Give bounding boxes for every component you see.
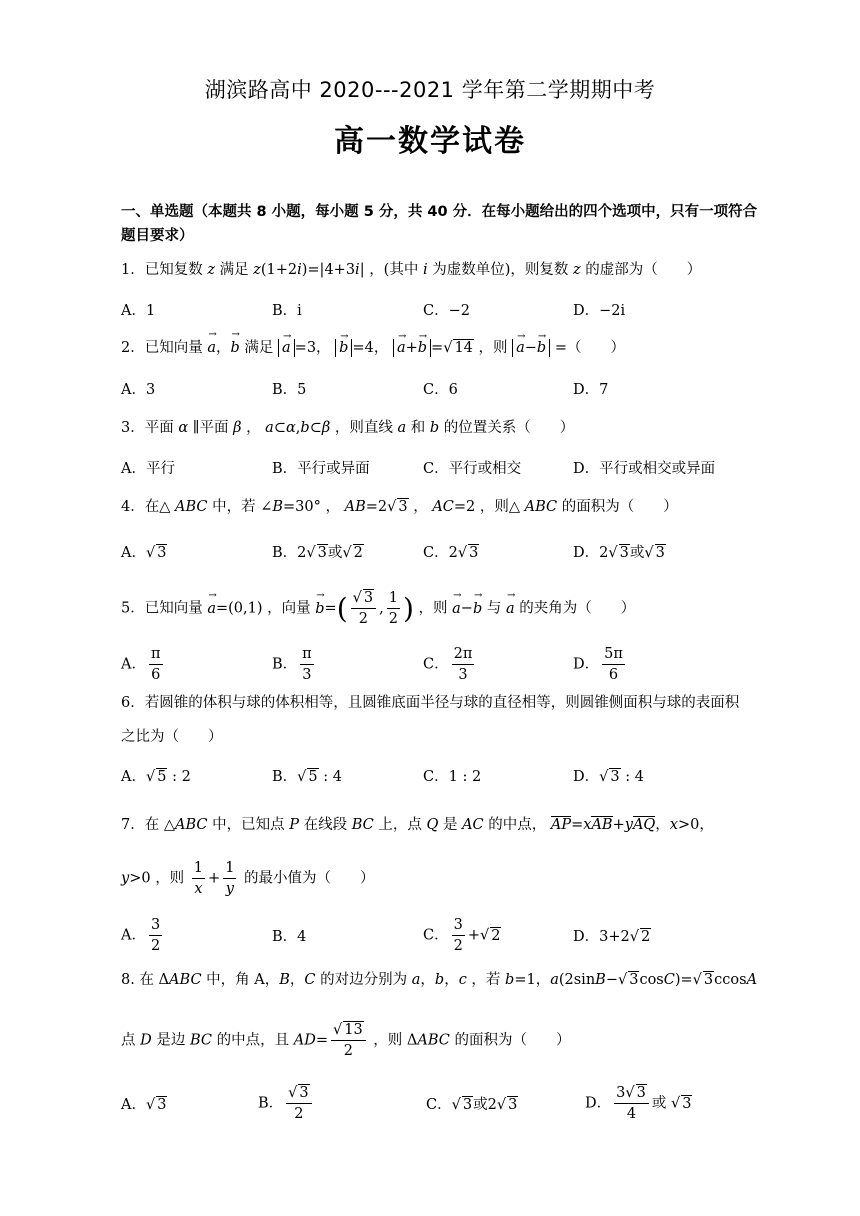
q7-option-a: A． $\frac{3}{2}$ [121, 917, 161, 954]
q1-option-d: D．−2i [573, 303, 626, 319]
q3-text: ， [246, 420, 261, 436]
question-7-line-2: y>0 ，则 $\frac{1}{x}$ + $\frac{1}{y}$ 的最小值为（ ） [121, 860, 375, 897]
q4-option-b: B．2√ 3或√ 2 [272, 545, 363, 561]
question-7: 7．在 △ABC 中，已知点 P 在线段 BC 上，点 Q 是 AC 的中点， AP=xAB+yAQ，x>0， [121, 817, 714, 833]
q7-text: 中，已知点 [212, 817, 285, 833]
q7-text: 上，点 [378, 817, 422, 833]
q3-formula: a⊂α,b⊂β [265, 420, 331, 436]
q7-text: 的中点， [488, 817, 547, 833]
q1-option-b: B．i [272, 303, 302, 319]
q2-text: ，则 [478, 340, 508, 356]
q1-text: 的虚部为（ ） [585, 262, 702, 278]
q4-option-c: C．2√ 3 [423, 545, 479, 561]
q5-text: 5．已知向量 [121, 600, 203, 617]
q3-option-a: A．平行 [121, 461, 175, 477]
q1-text: ，(其中 [369, 262, 419, 278]
q5-text: ，则 [418, 600, 448, 617]
q2-option-b: B．5 [272, 382, 307, 398]
q8-option-b: B． $\frac{√ 3}{2}$ [258, 1083, 315, 1124]
q4-text: ， [325, 499, 340, 515]
q2-option-d: D．7 [573, 382, 609, 398]
q3-option-c: C．平行或相交 [423, 461, 522, 477]
q1-option-c: C．−2 [423, 303, 470, 319]
q7-option-d: D．3+2√ 2 [573, 929, 651, 945]
q1-option-a: A．1 [121, 303, 156, 319]
q7-text: 在线段 [303, 817, 348, 833]
q5-option-b: B． $\frac{\pi}{3}$ [272, 646, 312, 683]
q8-text: 是边 [156, 1032, 186, 1049]
question-8-line-2: 点 D 是边 BC 的中点，且 AD= $\frac{√ 13}{2}$ ，则 ΔABC 的面积为（ ） [121, 1022, 571, 1059]
q4-text: ，则△ [479, 499, 521, 515]
q7-text: 是 [442, 817, 458, 833]
q5-option-c: C． $\frac{2\pi}{3}$ [423, 646, 473, 683]
q4-text: 中，若 [212, 499, 256, 515]
q7-option-c: C． $\frac{3}{2}$ +√ 2 [423, 917, 501, 954]
q3-option-b: B．平行或异面 [272, 461, 370, 477]
q8-text: 的中点，且 [216, 1032, 290, 1049]
q4-text: 的面积为（ ） [561, 499, 678, 515]
q2-text: 2．已知向量 [121, 340, 203, 356]
q4-text: ， [413, 499, 428, 515]
q3-text: 和 [410, 420, 426, 436]
q8-text: 中，角 [206, 972, 250, 988]
q6-option-a: A．√ 5 : 2 [121, 769, 191, 785]
q8-text: 点 [121, 1032, 136, 1049]
q5-text: ，向量 [267, 600, 311, 617]
q7-text: 7．在 [121, 817, 160, 833]
q3-text: 3．平面 [121, 420, 174, 436]
q8-option-d: D． $\frac{3√ 3}{4}$ 或 √ 3 [585, 1085, 692, 1122]
q5-option-d: D． $\frac{5\pi}{6}$ [573, 646, 623, 683]
question-6: 6．若圆锥的体积与球的体积相等，且圆锥底面半径与球的直径相等，则圆锥侧面积与球的表面积之比为（ ） [121, 695, 740, 745]
question-4: 4．在△ ABC 中，若 ∠B=30° ， AB=2√ 3 ， AC=2 ，则△ ABC 的面积为（ ） [121, 499, 678, 515]
q3-text: ，则直线 [334, 420, 393, 436]
q8-text: ，若 [471, 972, 501, 988]
q4-option-d: D．2√ 3或√ 3 [573, 545, 665, 561]
q5-text: 的夹角为（ ） [519, 600, 636, 617]
q4-text: 4．在△ [121, 499, 171, 515]
question-2: 2．已知向量 → a，→ b 满足 → a =3， → b =4， → a+→ b =√ 14 ，则 → a−→ b =（ ） [121, 336, 625, 357]
exam-title: 高一数学试卷 [334, 124, 526, 159]
q1-text: 满足 [219, 262, 249, 278]
school-title: 湖滨路高中 2020---2021 学年第二学期期中考 [204, 78, 656, 102]
question-5: 5．已知向量 → a=(0,1) ，向量 → b=( $\frac{√ 3}{2}$ , $\frac{1}{2}$ ) ，则 → a−→ b 与 → a 的夹角为（ ） [121, 588, 635, 629]
q2-option-a: A．3 [121, 382, 156, 398]
q5-option-a: A． $\frac{\pi}{6}$ [121, 646, 161, 683]
section-heading: 一、单选题（本题共 8 小题，每小题 5 分，共 40 分．在每小题给出的四个选项中，只有一项符合题目要求） [121, 204, 758, 244]
q1-text: 为虚数单位)，则复数 [432, 262, 569, 278]
q3-option-d: D．平行或相交或异面 [573, 461, 716, 477]
q1-formula: z(1+2i)=|4+3i| [253, 262, 365, 278]
q8-text: ，则 [373, 1032, 403, 1049]
q5-text: 与 [486, 600, 502, 617]
q2-text: 满足 [244, 340, 274, 356]
q2-text: =（ ） [554, 340, 625, 356]
q8-text: 的对边分别为 [320, 972, 408, 988]
q7-text: 的最小值为（ ） [244, 870, 375, 887]
q8-text: 8. 在 [121, 972, 154, 988]
q8-option-c: C．√ 3或2√ 3 [426, 1097, 518, 1113]
q6-option-c: C．1 : 2 [423, 769, 482, 785]
q2-option-c: C．6 [423, 382, 458, 398]
question-1: 1．已知复数 z 满足 z(1+2i)=|4+3i| ，(其中 i 为虚数单位)，则复数 z 的虚部为（ ） [121, 262, 702, 278]
q1-text: 1．已知复数 [121, 262, 203, 278]
q8-option-a: A．√ 3 [121, 1097, 167, 1113]
q4-option-a: A．√ 3 [121, 545, 167, 561]
question-3: 3．平面 α ∥平面 β ， a⊂α,b⊂β ，则直线 a 和 b 的位置关系（ ） [121, 420, 575, 436]
q3-text: 的位置关系（ ） [443, 420, 575, 436]
q7-text: ，则 [155, 870, 185, 887]
q6-option-d: D．√ 3 : 4 [573, 769, 644, 785]
q6-option-b: B．√ 5 : 4 [272, 769, 342, 785]
question-8: 8. 在 ΔABC 中，角 A，B，C 的对边分别为 a，b，c ，若 b=1，a(2sinB−√ 3cosC)=√ 3ccosA [121, 972, 758, 988]
q7-option-b: B．4 [272, 929, 307, 945]
q8-text: 的面积为（ ） [454, 1032, 571, 1049]
q3-text: ∥平面 [192, 420, 229, 436]
